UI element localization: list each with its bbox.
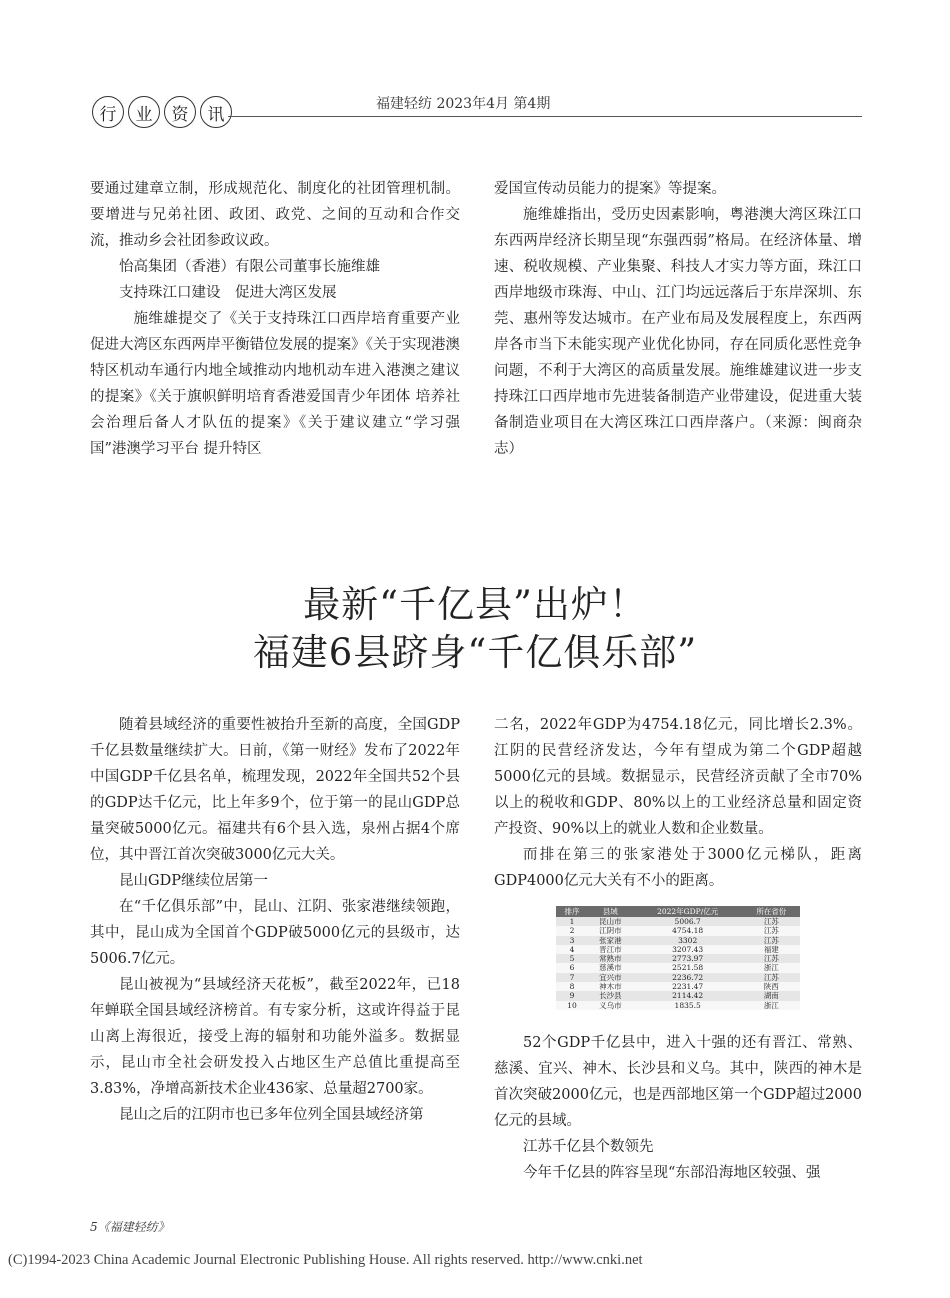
table-row	[556, 963, 800, 972]
table-cell: 2114.42	[633, 991, 743, 1000]
gdp-ranking-table	[556, 906, 800, 1010]
paragraph: 昆山被视为“县域经济天花板”，截至2022年，已18年蝉联全国县域经济榜首。有专家分析，这或许得益于昆山离上海很近，接受上海的辐射和功能外溢多。数据显示，昆山市全社会研发投入占地区生产总值比重提高至3.83%，净增高新技术企业436家、总量超2700家。	[90, 977, 460, 1097]
table-header-cell: 2022年GDP/亿元	[633, 906, 743, 917]
paragraph: 施维雄指出，受历史因素影响，粤港澳大湾区珠江口东西两岸经济长期呈现“东强西弱”格局。在经济体量、增速、税收规模、产业集聚、科技人才实力等方面，珠江口西岸地级市珠海、中山、江门均远远落后于东岸深圳、东莞、惠州等发达城市。在产业布局及发展程度上，东西两岸各市当下未能实现产业优化协同，存在同质化恶性竞争问题，不利于大湾区的高质量发展。施维雄建议进一步支持珠江口西岸地市先进装备制造产业带建设，促进重大装备制造业项目在大湾区珠江口西岸落户。（来源：闽商杂志）	[494, 207, 862, 457]
paragraph: 随着县域经济的重要性被抬升至新的高度，全国GDP千亿县数量继续扩大。日前，《第一财经》发布了2022年中国GDP千亿县名单，梳理发现，2022年全国共52个县的GDP达千亿元，比上年多9个，位于第一的昆山GDP总量突破5000亿元。福建共有6个县入选，泉州占据4个席位，其中晋江首次突破3000亿元大关。	[90, 717, 460, 863]
table-cell: 晋江市	[588, 945, 633, 954]
top-right-column	[494, 176, 862, 462]
article-title-line1: 最新“千亿县”出炉！	[303, 583, 647, 626]
table-row	[556, 926, 800, 935]
table-cell: 3	[556, 936, 588, 945]
bottom-right-column-bottom	[494, 1030, 862, 1186]
table-row	[556, 1001, 800, 1010]
section-char: 讯	[200, 96, 232, 128]
table-cell: 江苏	[743, 936, 800, 945]
table-cell: 4754.18	[633, 926, 743, 935]
paragraph: 施维雄提交了《关于支持珠江口西岸培育重要产业 促进大湾区东西两岸平衡错位发展的提案》《关于实现港澳特区机动车通行内地全域推动内地机动车进入港澳之建议的提案》《关于旗帜鲜明培育香港爱国青少年团体 培养社会治理后备人才队伍的提案》《关于建议建立“学习强国”港澳学习平台 提升特区	[90, 311, 460, 457]
section-char: 业	[128, 96, 160, 128]
table-cell: 1	[556, 917, 588, 926]
table-cell: 长沙县	[588, 991, 633, 1000]
table-row	[556, 945, 800, 954]
table-cell: 常熟市	[588, 954, 633, 963]
table-cell: 2	[556, 926, 588, 935]
bottom-right-column-top	[494, 712, 862, 894]
table-cell: 江苏	[743, 954, 800, 963]
copyright-line: (C)1994-2023 China Academic Journal Electronic Publishing House. All rights reserved. http://www.cnki.net	[8, 1252, 643, 1268]
table-row	[556, 917, 800, 926]
journal-issue-line: 福建轻纺 2023年4月 第4期	[376, 96, 551, 112]
paragraph: 昆山之后的江阴市也已多年位列全国县域经济第	[119, 1107, 424, 1123]
table-cell: 江阴市	[588, 926, 633, 935]
table-cell: 湖南	[743, 991, 800, 1000]
table-cell: 6	[556, 963, 588, 972]
top-left-column	[90, 176, 460, 462]
table-cell: 9	[556, 991, 588, 1000]
page-label: 5《福建轻纺》	[90, 1220, 170, 1234]
table-cell: 慈溪市	[588, 963, 633, 972]
table-cell: 2236.72	[633, 973, 743, 982]
section-char: 行	[92, 96, 124, 128]
table-cell: 浙江	[743, 1001, 800, 1010]
table-header-cell: 县域	[588, 906, 633, 917]
subheading: 江苏千亿县个数领先	[523, 1139, 654, 1155]
paragraph: 要通过建章立制，形成规范化、制度化的社团管理机制。要增进与兄弟社团、政团、政党、之间的互动和合作交流，推动乡会社团参政议政。	[90, 181, 460, 249]
article-title-line2: 福建6县跻身“千亿俱乐部”	[252, 631, 698, 674]
subheading-topic: 支持珠江口建设 促进大湾区发展	[119, 285, 337, 301]
table-cell: 浙江	[743, 963, 800, 972]
table-cell: 江苏	[743, 926, 800, 935]
paragraph: 二名，2022年GDP为4754.18亿元，同比增长2.3%。江阴的民营经济发达，今年有望成为第二个GDP超越5000亿元的县域。数据显示，民营经济贡献了全市70%以上的税收和GDP、80%以上的工业经济总量和固定资产投资、90%以上的就业人数和企业数量。	[494, 717, 862, 837]
table-header-cell: 所在省份	[743, 906, 800, 917]
table-cell: 4	[556, 945, 588, 954]
table-cell: 神木市	[588, 982, 633, 991]
header-rule	[228, 116, 862, 117]
paragraph: 在“千亿俱乐部”中，昆山、江阴、张家港继续领跑，其中，昆山成为全国首个GDP破5000亿元的县级市，达5006.7亿元。	[90, 899, 460, 967]
table-cell: 2521.58	[633, 963, 743, 972]
table-row	[556, 973, 800, 982]
subheading-person: 怡高集团（香港）有限公司董事长施维雄	[119, 259, 380, 275]
paragraph: 爱国宣传动员能力的提案》等提案。	[494, 181, 726, 197]
table-cell: 7	[556, 973, 588, 982]
table-cell: 2773.97	[633, 954, 743, 963]
table-cell: 江苏	[743, 917, 800, 926]
table-cell: 2231.47	[633, 982, 743, 991]
table-header-cell: 排序	[556, 906, 588, 917]
table-cell: 5006.7	[633, 917, 743, 926]
paragraph: 今年千亿县的阵容呈现“东部沿海地区较强、强	[523, 1165, 821, 1181]
bottom-left-column	[90, 712, 460, 1128]
table-cell: 江苏	[743, 973, 800, 982]
table-cell: 昆山市	[588, 917, 633, 926]
subheading: 昆山GDP继续位居第一	[119, 873, 268, 889]
table-cell: 陕西	[743, 982, 800, 991]
table-cell: 5	[556, 954, 588, 963]
paragraph: 而排在第三的张家港处于3000亿元梯队，距离GDP4000亿元大关有不小的距离。	[494, 847, 862, 889]
table-row	[556, 982, 800, 991]
section-label	[92, 96, 232, 128]
table-row	[556, 991, 800, 1000]
paragraph: 52个GDP千亿县中，进入十强的还有晋江、常熟、慈溪、宜兴、神木、长沙县和义乌。其中，陕西的神木是首次突破2000亿元，也是西部地区第一个GDP超过2000亿元的县域。	[494, 1035, 862, 1129]
table-header-row	[556, 906, 800, 917]
table-cell: 10	[556, 1001, 588, 1010]
table-cell: 3302	[633, 936, 743, 945]
table-cell: 张家港	[588, 936, 633, 945]
table-cell: 1835.5	[633, 1001, 743, 1010]
table-cell: 义乌市	[588, 1001, 633, 1010]
table-cell: 福建	[743, 945, 800, 954]
table-cell: 8	[556, 982, 588, 991]
table-row	[556, 936, 800, 945]
table-cell: 3207.43	[633, 945, 743, 954]
table-cell: 宜兴市	[588, 973, 633, 982]
section-char: 资	[164, 96, 196, 128]
